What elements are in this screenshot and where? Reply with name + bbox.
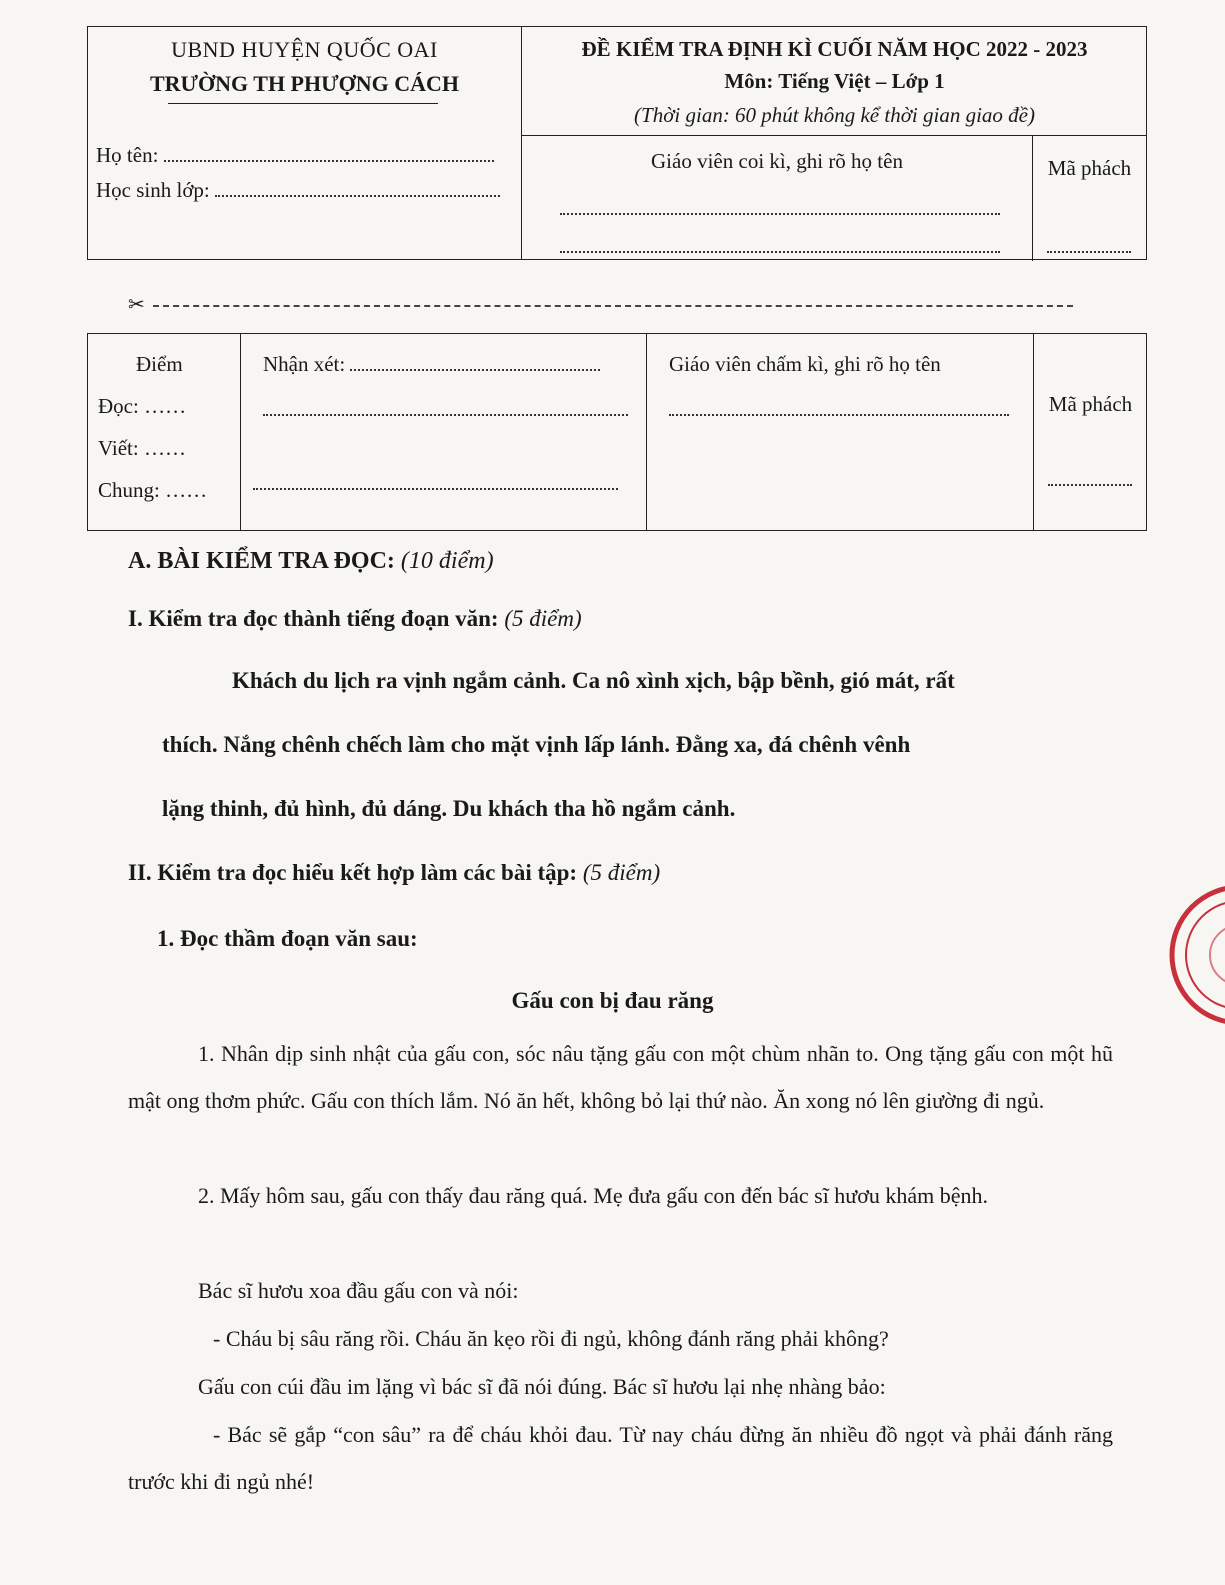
- reading-instruction: 1. Đọc thầm đoạn văn sau:: [157, 926, 418, 951]
- student-class-field[interactable]: [96, 178, 500, 203]
- exam-subject: Môn: Tiếng Việt – Lớp 1: [724, 69, 945, 93]
- code-cell: [1032, 135, 1146, 261]
- reading-aloud-line-3: lặng thinh, đủ hình, đủ dáng. Du khách tha hồ ngắm cảnh.: [162, 796, 736, 821]
- grader-label: Giáo viên chấm kì, ghi rõ họ tên: [669, 352, 941, 376]
- school-name: TRƯỜNG TH PHƯỢNG CÁCH: [149, 71, 460, 96]
- story-title: Gấu con bị đau răng: [511, 988, 714, 1013]
- comment-label: Nhận xét:: [263, 352, 346, 376]
- scissors-icon: ✂: [128, 294, 145, 316]
- part-2-heading: [128, 860, 660, 886]
- section-a-title: A. BÀI KIỂM TRA ĐỌC:: [128, 548, 395, 574]
- exam-title-cell: [522, 27, 1147, 136]
- story-paragraph-5: Gấu con cúi đầu im lặng vì bác sĩ đã nói đúng. Bác sĩ hươu lại nhẹ nhàng bảo:: [198, 1374, 886, 1399]
- part-1-title: I. Kiểm tra đọc thành tiếng đoạn văn:: [128, 606, 499, 631]
- exam-title: ĐỀ KIỂM TRA ĐỊNH KÌ CUỐI NĂM HỌC 2022 - 2023: [581, 37, 1088, 61]
- proctor-row: [522, 135, 1147, 261]
- total-score[interactable]: Chung: ……: [98, 478, 208, 502]
- reading-aloud-line-1: Khách du lịch ra vịnh ngắm cảnh. Ca nô xình xịch, bập bềnh, gió mát, rất: [232, 668, 955, 693]
- score-code-label: Mã phách: [1048, 392, 1133, 416]
- part-2-points: (5 điểm): [582, 860, 661, 885]
- exam-info-cell: [521, 27, 1147, 259]
- comment-blank-3[interactable]: [253, 472, 618, 490]
- grader-blank[interactable]: [669, 398, 1009, 416]
- student-class-blank[interactable]: [215, 179, 500, 197]
- story-paragraph-6: - Bác sẽ gắp “con sâu” ra để cháu khỏi đau. Từ nay cháu đừng ăn nhiều đồ ngọt và phải đánh răng trước khi đi ngủ nhé!: [128, 1422, 1113, 1494]
- story-paragraph-3: Bác sĩ hươu xoa đầu gấu con và nói:: [198, 1278, 519, 1303]
- story-paragraph-2: 2. Mấy hôm sau, gấu con thấy đau răng quá. Mẹ đưa gấu con đến bác sĩ hươu khám bệnh.: [198, 1183, 989, 1208]
- school-underline: [168, 103, 438, 104]
- part-1-points: (5 điểm): [504, 606, 582, 631]
- code-blank[interactable]: [1047, 235, 1131, 253]
- comment-blank-2[interactable]: [263, 398, 628, 416]
- school-info-cell: [88, 27, 521, 259]
- student-name-label: Họ tên:: [96, 143, 159, 167]
- student-name-blank[interactable]: [164, 144, 494, 162]
- part-2-title: II. Kiểm tra đọc hiểu kết hợp làm các bài tập:: [128, 860, 578, 885]
- writing-score[interactable]: Viết: ……: [98, 436, 186, 460]
- story-paragraph-4: - Cháu bị sâu răng rồi. Cháu ăn kẹo rồi đi ngủ, không đánh răng phải không?: [213, 1326, 889, 1351]
- score-label: Điểm: [136, 352, 183, 376]
- proctor-blank-2[interactable]: [560, 235, 1000, 253]
- story-paragraph-1: 1. Nhân dịp sinh nhật của gấu con, sóc nâu tặng gấu con một chùm nhãn to. Ong tặng gấu con một hũ mật ong thơm phức. Gấu con thích lắm. Nó ăn hết, không bỏ lại thứ nào. Ăn xong nó lên giường đi ngủ.: [128, 1041, 1113, 1113]
- reading-score[interactable]: Đọc: ……: [98, 394, 187, 418]
- part-1-heading: [128, 606, 582, 632]
- proctor-cell: [522, 135, 1032, 261]
- comment-cell: [240, 334, 647, 530]
- score-code-cell: [1033, 334, 1147, 530]
- district-name: UBND HUYỆN QUỐC OAI: [171, 37, 438, 62]
- score-code-blank[interactable]: [1048, 468, 1132, 486]
- score-table: [87, 333, 1147, 531]
- section-a-points: (10 điểm): [400, 548, 494, 574]
- comment-blank-1[interactable]: [350, 353, 600, 371]
- student-name-field[interactable]: [96, 143, 494, 168]
- code-label: Mã phách: [1047, 156, 1132, 180]
- cut-dashes: [153, 305, 1073, 307]
- student-class-label: Học sinh lớp:: [96, 178, 210, 202]
- grader-cell: [646, 334, 1034, 530]
- reading-aloud-line-2: thích. Nắng chênh chếch làm cho mặt vịnh lấp lánh. Đằng xa, đá chênh vênh: [162, 732, 911, 757]
- proctor-label: Giáo viên coi kì, ghi rõ họ tên: [651, 149, 903, 173]
- red-stamp-icon: [1160, 880, 1225, 1030]
- comment-field[interactable]: [263, 352, 600, 377]
- proctor-blank-1[interactable]: [560, 197, 1000, 215]
- cut-line: [128, 292, 1083, 317]
- section-a-heading: [128, 548, 494, 575]
- score-cell: [88, 334, 240, 530]
- exam-header-table: [87, 26, 1147, 260]
- exam-time: (Thời gian: 60 phút không kể thời gian giao đề): [634, 103, 1035, 127]
